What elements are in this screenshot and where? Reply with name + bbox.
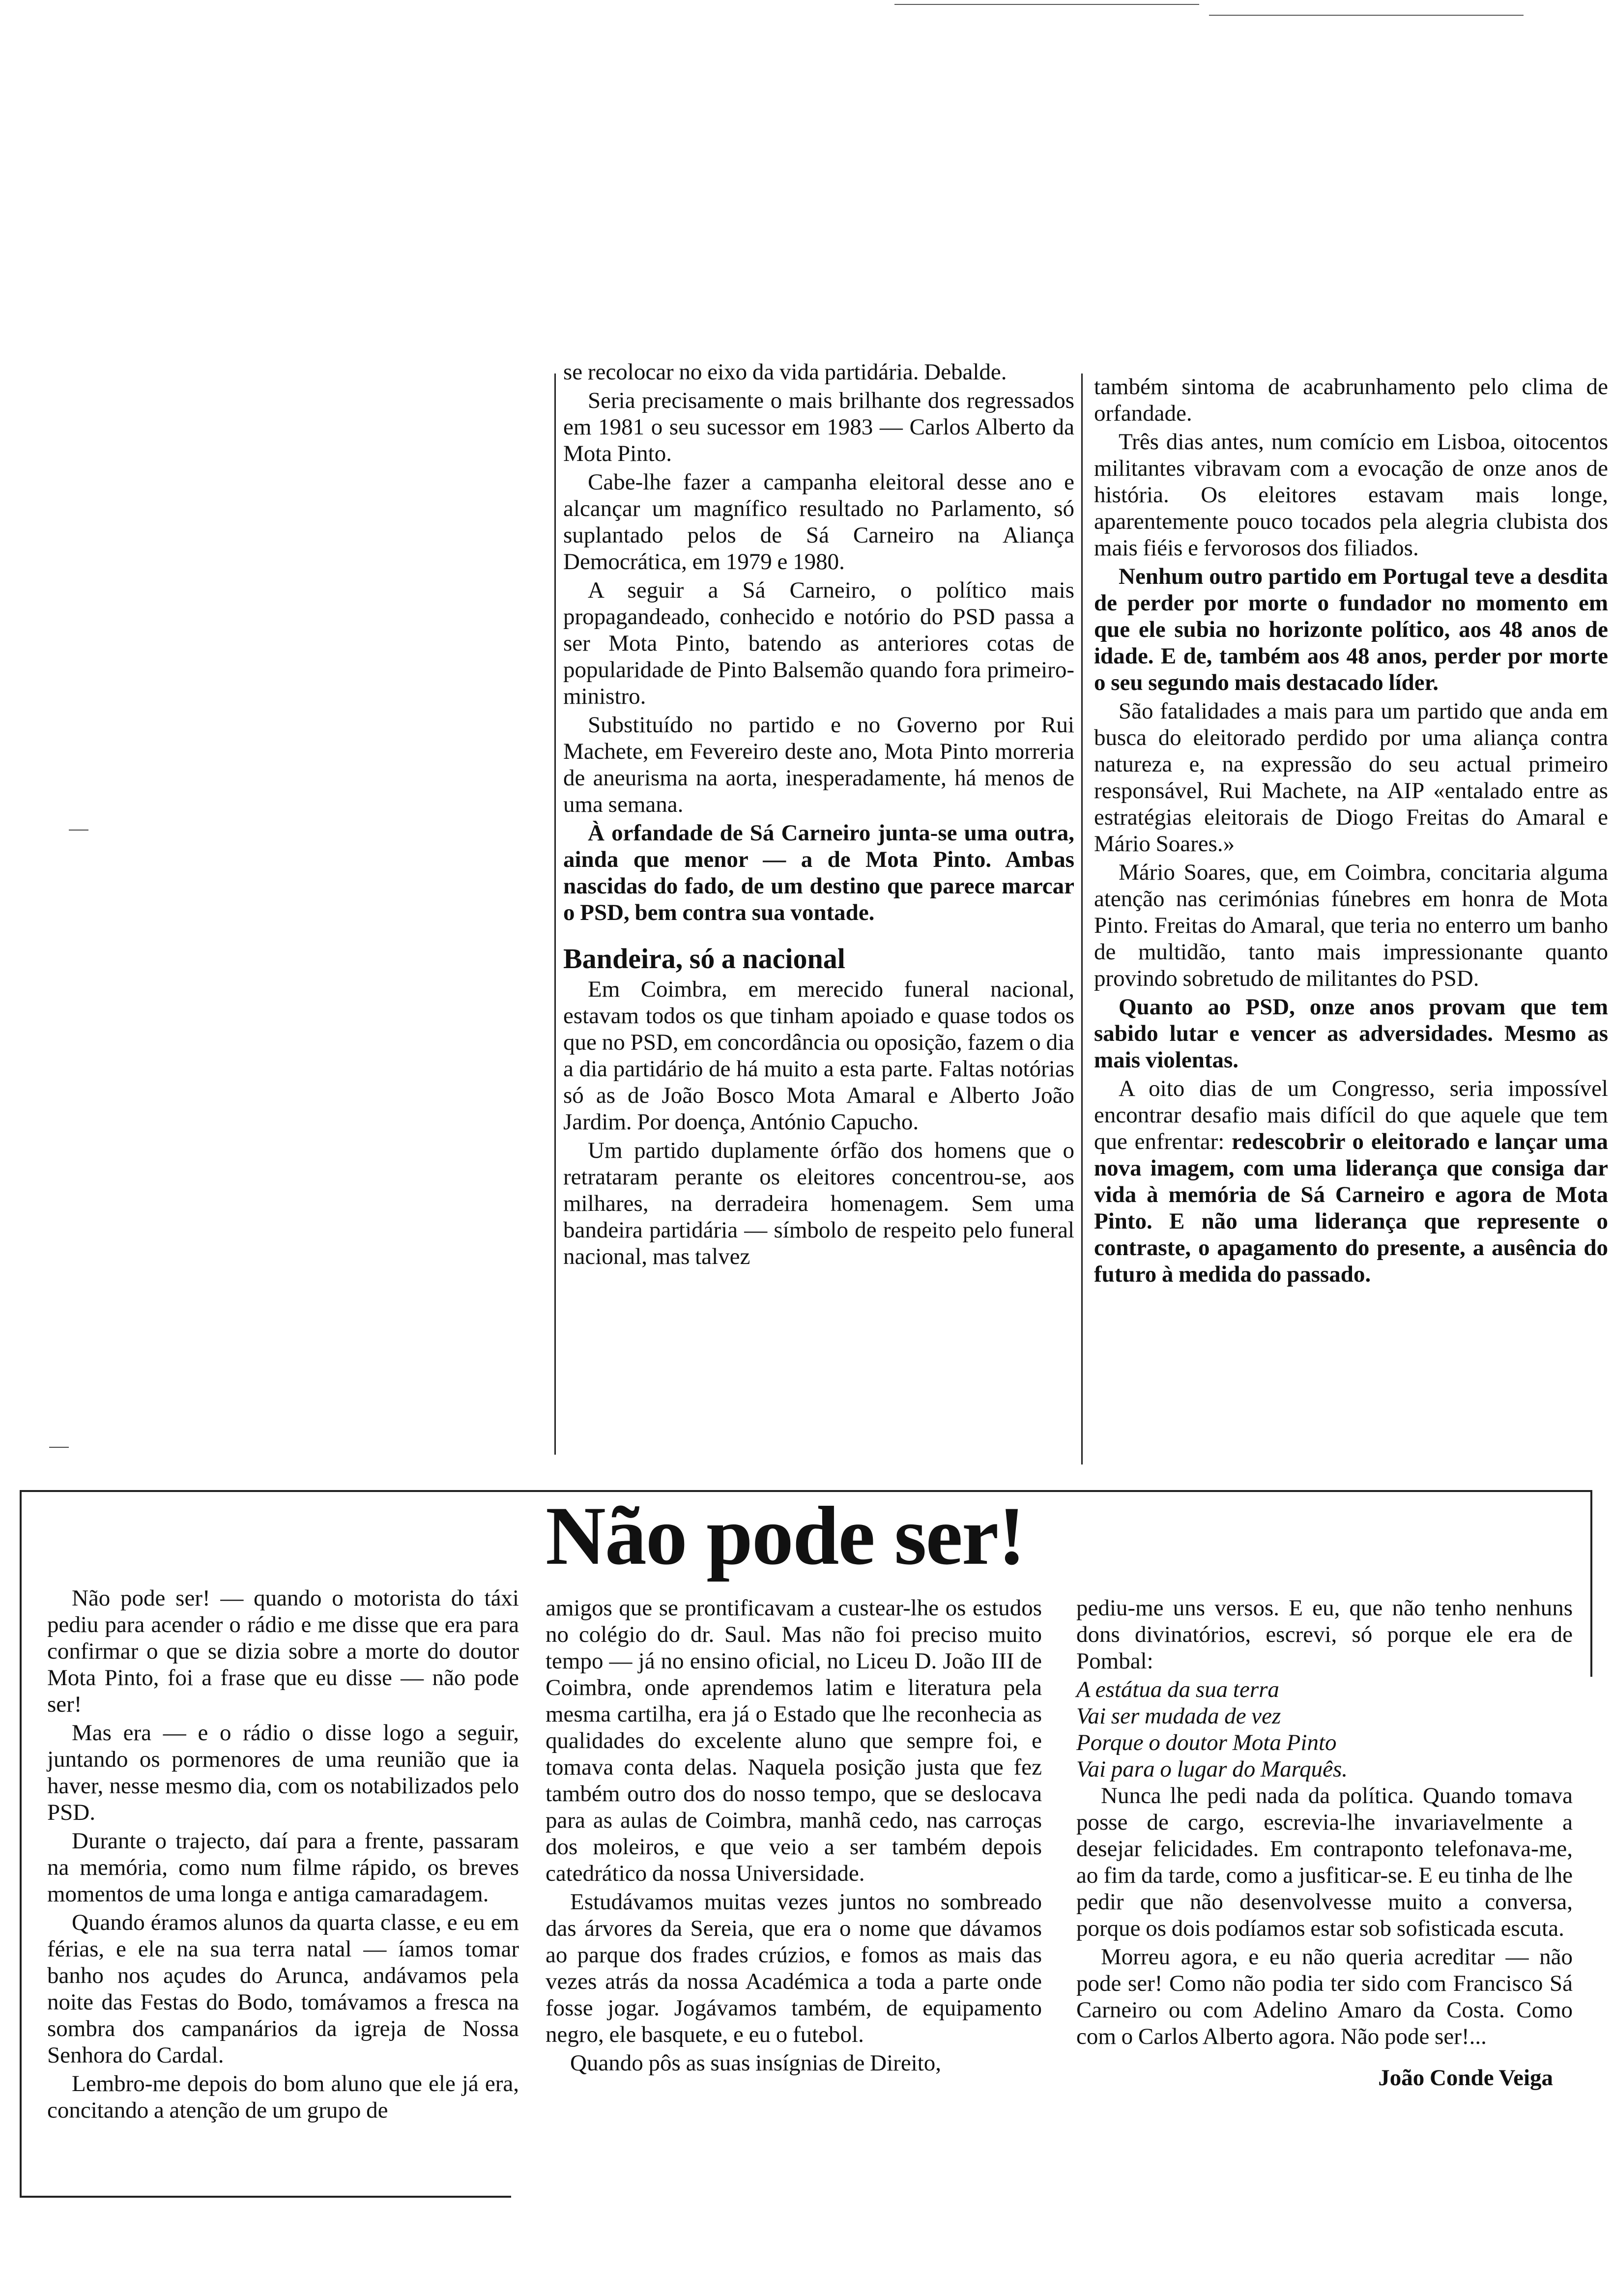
paragraph: Em Coimbra, em merecido funeral nacional, estavam todos os que tinham apoiado e quase todos os que no PSD, em concordância ou oposição, fazem o dia a dia partidário de há muito a esta parte. Faltas notórias só as de João Bosco Mota Amaral e Alberto João Jardim. Por doença, António Capucho.	[563, 976, 1074, 1135]
column-rule-middle	[1081, 373, 1083, 1464]
paragraph: se recolocar no eixo da vida partidária. Debalde.	[563, 359, 1007, 385]
paragraph: pediu-me uns versos. E eu, que não tenho nenhuns dons divinatórios, escrevi, só porque ele era de Pombal:	[1076, 1595, 1573, 1674]
author-signature: João Conde Veiga	[1378, 2065, 1553, 2091]
paragraph: Seria precisamente o mais brilhante dos regressados em 1981 o seu sucessor em 1983 — Carlos Alberto da Mota Pinto.	[563, 388, 1074, 466]
paragraph: Cabe-lhe fazer a campanha eleitoral desse ano e alcançar um magnífico resultado no Parlamento, só suplantado pelos de Sá Carneiro na Aliança Democrática, em 1979 e 1980.	[563, 469, 1074, 574]
section-heading: Bandeira, só a nacional	[563, 943, 845, 975]
paragraph: Três dias antes, num comício em Lisboa, oitocentos militantes vibravam com a evocação de onze anos de história. Os eleitores estavam mais longe, aparentemente pouco tocados pela alegria clubista dos mais fiéis e fervorosos dos filiados.	[1094, 429, 1608, 561]
poem-line: Vai para o lugar do Marquês.	[1076, 1756, 1348, 1782]
scan-margin-mark-lower	[49, 1447, 69, 1448]
paragraph	[1094, 1075, 1608, 1288]
poem-line: Vai ser mudada de vez	[1076, 1703, 1281, 1729]
box-frame-bottom	[20, 2196, 511, 2198]
paragraph-lead: A oito dias de um Congresso, seria impossível encontrar desafio mais difícil do que aquele que tem que enfrentar:	[1094, 1076, 1608, 1154]
paragraph: Nunca lhe pedi nada da política. Quando tomava posse de cargo, escrevia-lhe invariavelmente a desejar felicidades. Em contraponto telefonava-me, ao fim da tarde, como a jusfiticar-se. E eu tinha de lhe pedir que não desenvolvesse muito a conversa, porque os dois podíamos estar sob sofisticada escuta.	[1076, 1783, 1573, 1941]
scan-margin-mark	[69, 830, 88, 831]
box-frame-left	[20, 1490, 22, 2198]
paragraph: A seguir a Sá Carneiro, o político mais propagandeado, conhecido e notório do PSD passa a ser Mota Pinto, batendo as anteriores cotas de popularidade de Pinto Balsemão quando fora primeiro-ministro.	[563, 577, 1074, 709]
lower-article-column-1	[47, 1585, 519, 2125]
paragraph: Estudávamos muitas vezes juntos no sombreado das árvores da Sereia, que era o nome que dávamos ao parque dos frades crúzios, e fomos as mais das vezes atrás da nossa Académica a toda a parte onde fosse jogar. Jogávamos também, de equipamento negro, ele basquete, e eu o futebol.	[546, 1889, 1042, 2047]
poem-line: Porque o doutor Mota Pinto	[1076, 1730, 1337, 1755]
lower-article-column-3	[1076, 1595, 1573, 2091]
paragraph: Quando pôs as suas insígnias de Direito,	[570, 2050, 942, 2076]
upper-article-column-1	[563, 359, 1074, 1272]
scan-top-line	[894, 4, 1199, 5]
bold-paragraph: À orfandade de Sá Carneiro junta-se uma outra, ainda que menor — a de Mota Pinto. Ambas nascidas do fado, de um destino que parece marcar o PSD, bem contra sua vontade.	[563, 820, 1074, 925]
lower-article-column-2	[546, 1595, 1042, 2078]
paragraph: Mário Soares, que, em Coimbra, concitaria alguma atenção nas cerimónias fúnebres em honra de Mota Pinto. Freitas do Amaral, que teria no enterro um banho de multidão, tanto mais impressionante quanto provindo sobretudo de militantes do PSD.	[1094, 860, 1608, 991]
bold-conclusion: redescobrir o eleitorado e lançar uma nova imagem, com uma liderança que consiga dar vida à memória de Sá Carneiro e agora de Mota Pinto. E não uma liderança que represente o contraste, o apagamento do presente, a ausência do futuro à medida do passado.	[1094, 1129, 1608, 1287]
paragraph: Mas era — e o rádio o disse logo a seguir, juntando os pormenores de uma reunião que ia haver, nesse mesmo dia, com os notabilizados pelo PSD.	[47, 1720, 519, 1825]
bold-paragraph: Nenhum outro partido em Portugal teve a desdita de perder por morte o fundador no momento em que ele subia no horizonte político, aos 48 anos de idade. E de, também aos 48 anos, perder por morte o seu segundo mais destacado líder.	[1094, 564, 1608, 695]
scan-top-line-right	[1209, 15, 1524, 16]
paragraph: amigos que se prontificavam a custear-lhe os estudos no colégio do dr. Saul. Mas não foi preciso muito tempo — já no ensino oficial, no Liceu D. João III de Coimbra, onde aprendemos latim e literatura pela mesma cartilha, era já o Estado que lhe reconhecia as qualidades do excelente aluno que sempre foi, e tomava conta delas. Naquela posição justa que fez também outro dos do nosso tempo, que se deslocava para as aulas de Coimbra, manhã cedo, nas carroças dos moleiros, e que veio a ser também depois catedrático da nossa Universidade.	[546, 1595, 1042, 1886]
upper-article-column-2	[1094, 373, 1608, 1290]
poem-line: A estátua da sua terra	[1076, 1677, 1279, 1702]
paragraph: Não pode ser! — quando o motorista do táxi pediu para acender o rádio e me disse que era para confirmar o que se dizia sobre a morte do doutor Mota Pinto, foi a frase que eu disse — não pode ser!	[47, 1585, 519, 1717]
headline: Não pode ser!	[546, 1490, 1025, 1582]
paragraph: Substituído no partido e no Governo por Rui Machete, em Fevereiro deste ano, Mota Pinto morreria de aneurisma na aorta, inesperadamente, há menos de uma semana.	[563, 712, 1074, 817]
paragraph: Durante o trajecto, daí para a frente, passaram na memória, como num filme rápido, os breves momentos de uma longa e antiga camaradagem.	[47, 1828, 519, 1907]
paragraph: Morreu agora, e eu não queria acreditar — não pode ser! Como não podia ter sido com Francisco Sá Carneiro ou com Adelino Amaro da Costa. Como com o Carlos Alberto agora. Não pode ser!...	[1076, 1944, 1573, 2049]
paragraph: Lembro-me depois do bom aluno que ele já era, concitando a atenção de um grupo de	[47, 2071, 519, 2123]
column-rule-left	[554, 373, 556, 1455]
paragraph: Quando éramos alunos da quarta classe, e eu em férias, e ele na sua terra natal — íamos tomar banho nos açudes do Arunca, andávamos pela noite das Festas do Bodo, tomávamos a fresca na sombra dos campanários da igreja de Nossa Senhora do Cardal.	[47, 1910, 519, 2068]
paragraph: São fatalidades a mais para um partido que anda em busca do eleitorado perdido por uma aliança contra natureza e, na expressão do seu actual primeiro responsável, Rui Machete, na AIP «entalado entre as estratégias eleitorais de Diogo Freitas do Amaral e Mário Soares.»	[1094, 698, 1608, 857]
bold-paragraph: Quanto ao PSD, onze anos provam que tem sabido lutar e vencer as adversidades. Mesmo as mais violentas.	[1094, 994, 1608, 1073]
poem	[1076, 1676, 1573, 1782]
box-frame-right	[1590, 1490, 1592, 1677]
paragraph: Um partido duplamente órfão dos homens que o retrataram perante os eleitores concentrou-se, aos milhares, na derradeira homenagem. Sem uma bandeira partidária — símbolo de respeito pelo funeral nacional, mas talvez	[563, 1138, 1074, 1269]
paragraph: também sintoma de acabrunhamento pelo clima de orfandade.	[1094, 374, 1608, 426]
